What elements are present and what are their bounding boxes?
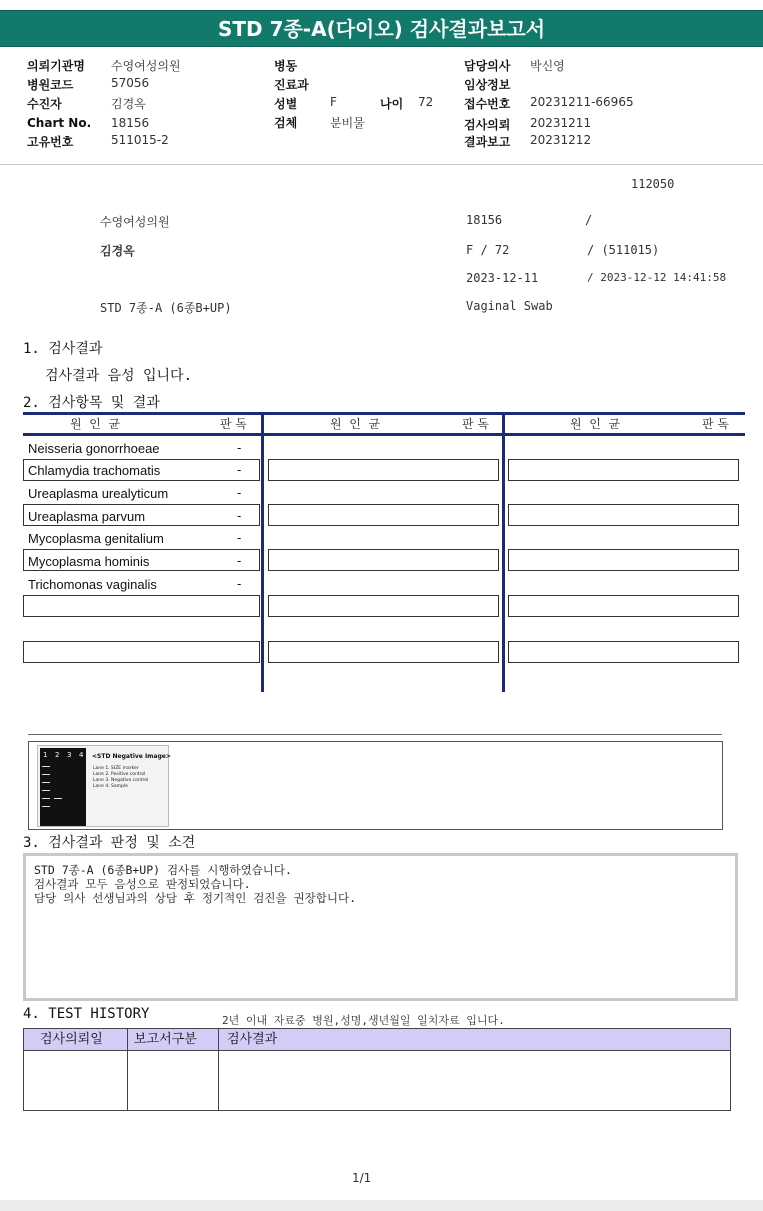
marker-band — [42, 806, 50, 807]
info-chart: 18156 — [466, 213, 503, 227]
table-top-rule — [23, 412, 745, 415]
col-judgement-3: 판 독 — [702, 417, 729, 431]
pathogen-result: - — [237, 577, 242, 591]
doctor-label: 담당의사 — [464, 59, 511, 73]
gel-image — [37, 745, 169, 827]
section2-title: 2. 검사항목 및 결과 — [23, 395, 160, 411]
col-pathogen-2: 원 인 균 — [330, 417, 381, 431]
report-title: STD 7종-A(다이오) 검사결과보고서 — [0, 10, 763, 47]
info-report-datetime: / 2023-12-12 14:41:58 — [587, 271, 727, 284]
marker-band — [42, 766, 50, 767]
pathogen-result: - — [237, 441, 242, 455]
department-label: 진료과 — [274, 78, 309, 92]
request-date-label: 검사의뢰 — [464, 118, 511, 132]
gel-legend-item: Lane 1. SIZE marker — [93, 766, 139, 771]
gel-title: <STD Negative Image> — [92, 753, 171, 760]
receipt-no-label: 접수번호 — [464, 97, 511, 111]
pathogen-result: - — [237, 554, 242, 568]
gel-legend-item: Lane 2. Positive control — [93, 772, 146, 777]
marker-band — [42, 790, 50, 791]
section4-title: 4. TEST HISTORY — [23, 1006, 150, 1022]
empty-cell — [508, 504, 739, 526]
doctor-value: 박신영 — [530, 59, 565, 73]
receipt-no-value: 20231211-66965 — [530, 95, 634, 109]
section3-title: 3. 검사결과 판정 및 소견 — [23, 835, 196, 851]
lane-number: 1 — [43, 751, 48, 759]
col-result: 검사결과 — [227, 1032, 278, 1047]
info-specimen: Vaginal Swab — [466, 299, 553, 313]
opinion-box — [23, 853, 738, 1001]
marker-band — [42, 798, 50, 799]
specimen-label: 검체 — [274, 116, 298, 130]
empty-cell — [508, 641, 739, 663]
info-slash: / — [585, 213, 593, 227]
sex-value: F — [330, 95, 337, 109]
request-date-value: 20231211 — [530, 116, 592, 130]
history-note: 2년 이내 자료중 병원,성명,생년월일 일치자료 입니다. — [222, 1014, 505, 1027]
info-test-name: STD 7종-A (6종B+UP) — [100, 301, 232, 315]
empty-cell — [508, 459, 739, 481]
col-pathogen-1: 원 인 균 — [70, 417, 121, 431]
report-date-label: 결과보고 — [464, 135, 511, 149]
report-date-value: 20231212 — [530, 133, 592, 147]
sex-label: 성별 — [274, 97, 298, 111]
table-divider-1 — [261, 412, 264, 692]
col-pathogen-3: 원 인 균 — [570, 417, 621, 431]
info-patient: 김경옥 — [100, 244, 135, 258]
marker-band — [42, 774, 50, 775]
page-number: 1/1 — [352, 1171, 372, 1185]
institution-value: 수영여성의원 — [111, 59, 181, 73]
age-label: 나이 — [380, 97, 404, 111]
hospital-code-label: 병원코드 — [27, 78, 74, 92]
empty-cell — [23, 641, 260, 663]
history-divider — [127, 1029, 128, 1111]
pathogen-name: Trichomonas vaginalis — [28, 577, 157, 592]
institution-label: 의뢰기관명 — [27, 59, 85, 73]
empty-cell — [508, 595, 739, 617]
report-code: 112050 — [631, 177, 675, 191]
section1-title: 1. 검사결과 — [23, 341, 103, 357]
lane-number: 4 — [79, 751, 84, 759]
opinion-line: 담당 의사 선생님과의 상담 후 정기적인 검진을 권장합니다. — [34, 891, 357, 905]
pathogen-name: Ureaplasma parvum — [28, 509, 146, 524]
info-institution: 수영여성의원 — [100, 215, 170, 229]
lane-number: 2 — [55, 751, 60, 759]
empty-cell — [268, 641, 499, 663]
pathogen-name: Mycoplasma hominis — [28, 554, 150, 569]
specimen-value: 분비물 — [330, 116, 365, 130]
image-top-rule — [28, 734, 722, 735]
empty-cell — [268, 595, 499, 617]
patient-label: 수진자 — [27, 97, 62, 111]
chart-no-value: 18156 — [111, 116, 150, 130]
pathogen-name: Neisseria gonorrhoeae — [28, 441, 160, 456]
info-id: / (511015) — [587, 243, 660, 257]
age-value: 72 — [418, 95, 434, 109]
gel-photo — [40, 748, 86, 826]
hospital-code-value: 57056 — [111, 76, 150, 90]
opinion-line: 검사결과 모두 음성으로 판정되었습니다. — [34, 877, 251, 891]
opinion-line: STD 7종-A (6종B+UP) 검사를 시행하였습니다. — [34, 863, 292, 877]
history-divider — [218, 1029, 219, 1111]
col-judgement-1: 판 독 — [220, 417, 247, 431]
table-divider-2 — [502, 412, 505, 692]
chart-no-label: Chart No. — [27, 116, 92, 130]
header-separator — [0, 164, 763, 165]
pathogen-result: - — [237, 531, 242, 545]
empty-cell — [268, 549, 499, 571]
clinical-info-label: 임상정보 — [464, 78, 511, 92]
empty-cell — [268, 504, 499, 526]
unique-no-value: 511015-2 — [111, 133, 169, 147]
gel-legend-item: Lane 3. Negative control — [93, 778, 149, 783]
info-sex-age: F / 72 — [466, 243, 510, 257]
footer-bar — [0, 1200, 763, 1211]
unique-no-label: 고유번호 — [27, 135, 74, 149]
section1-text: 검사결과 음성 입니다. — [45, 368, 193, 384]
pathogen-name: Chlamydia trachomatis — [28, 463, 161, 478]
pathogen-name: Mycoplasma genitalium — [28, 531, 164, 546]
ward-label: 병동 — [274, 59, 298, 73]
empty-cell — [268, 459, 499, 481]
col-report-type: 보고서구분 — [134, 1032, 197, 1047]
pathogen-result: - — [237, 509, 242, 523]
marker-band — [42, 782, 50, 783]
info-request-date: 2023-12-11 — [466, 271, 539, 285]
table-header-rule — [23, 433, 745, 436]
empty-cell — [508, 549, 739, 571]
pathogen-name: Ureaplasma urealyticum — [28, 486, 169, 501]
positive-band — [54, 798, 62, 799]
empty-cell — [23, 595, 260, 617]
patient-value: 김경옥 — [111, 97, 146, 111]
col-request-date: 검사의뢰일 — [40, 1032, 103, 1047]
col-judgement-2: 판 독 — [462, 417, 489, 431]
lane-number: 3 — [67, 751, 72, 759]
pathogen-result: - — [237, 463, 242, 477]
history-table — [23, 1028, 731, 1111]
gel-legend-item: Lane 4. Sample — [93, 784, 128, 789]
pathogen-result: - — [237, 486, 242, 500]
